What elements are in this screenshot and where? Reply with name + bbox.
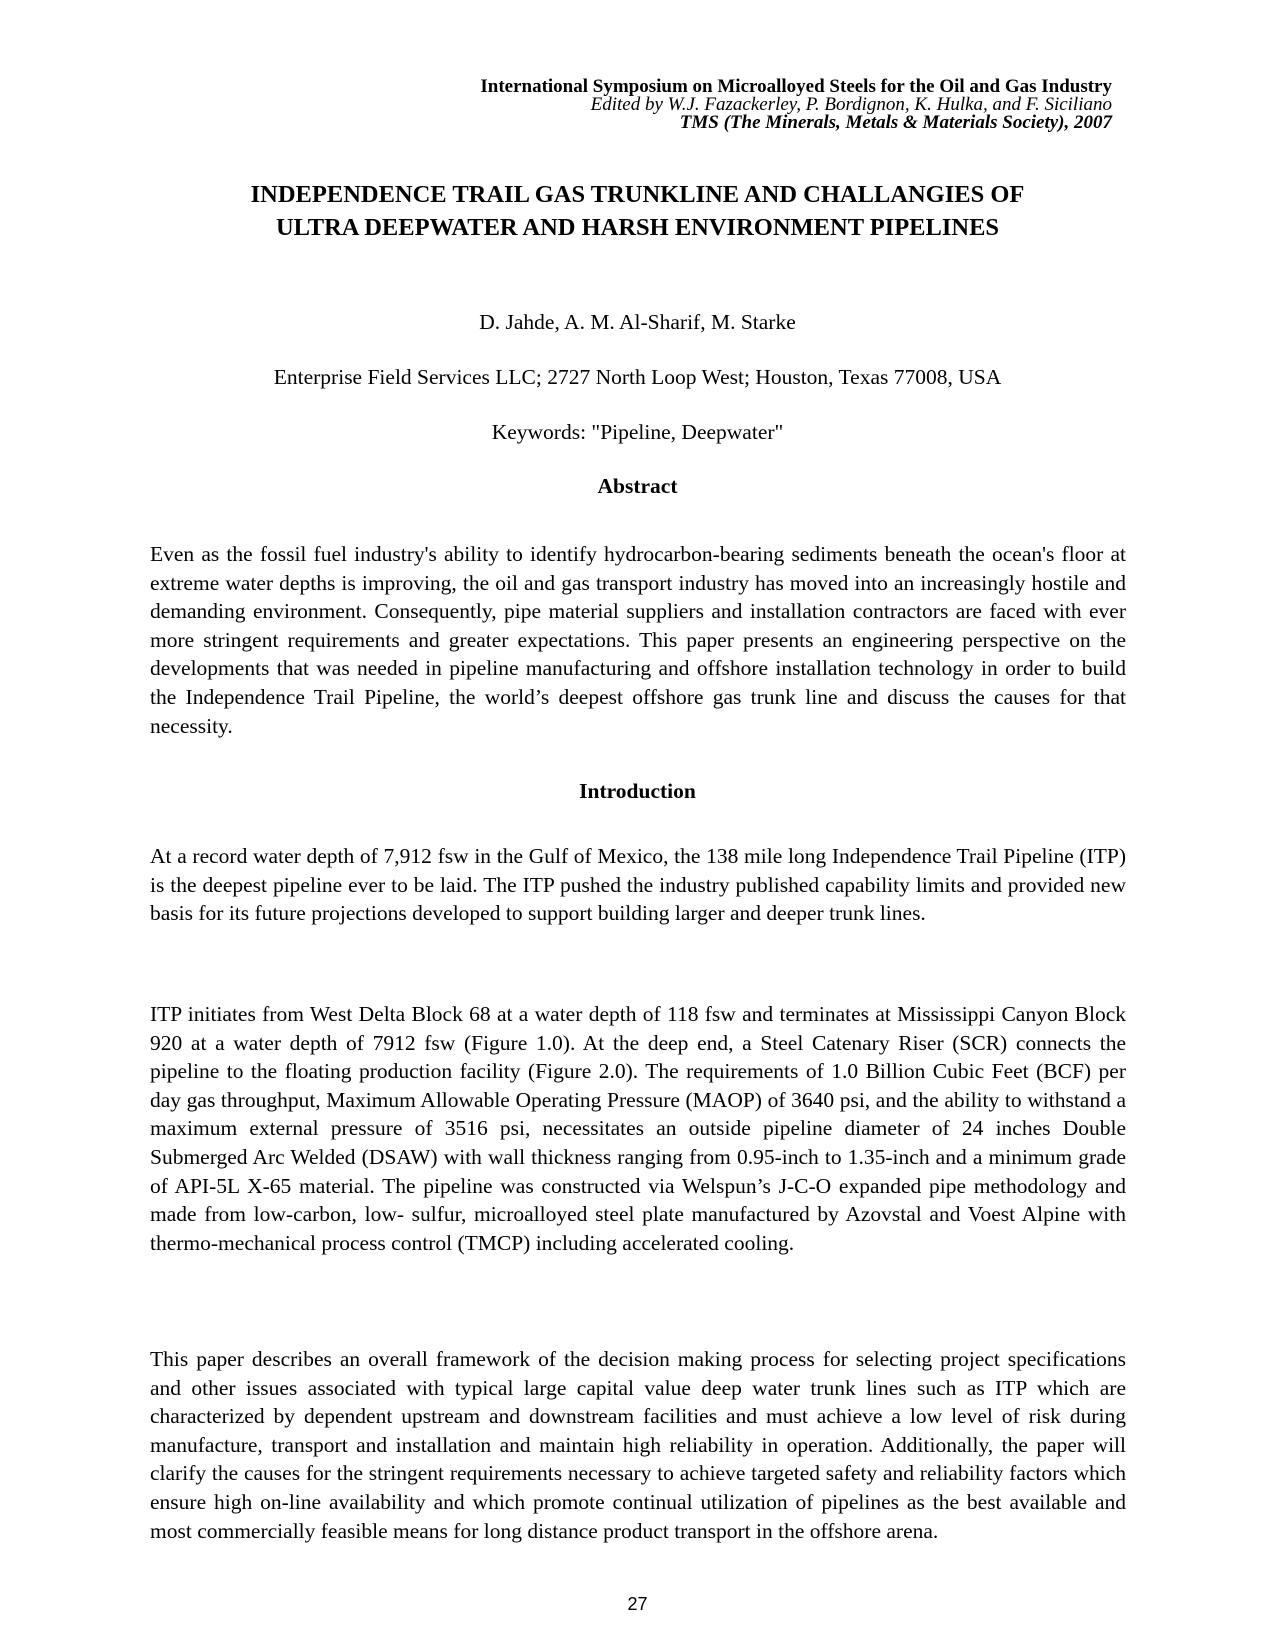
authors: D. Jahde, A. M. Al-Sharif, M. Starke bbox=[479, 310, 796, 334]
introduction-paragraph-3: This paper describes an overall framework of the decision making process for selecting project specifications and other issues associated with typical large capital value deep water trunk lines such as ITP which are characterized by dependent upstream and downstream facilities and must achieve a low level of risk during manufacture, transport and installation and maintain high reliability in operation. Additionally, the paper will clarify the causes for the stringent requirements necessary to achieve targeted safety and reliability factors which ensure high on-line availability and which promote continual utilization of pipelines as the best available and most commercially feasible means for long distance product transport in the offshore arena. bbox=[150, 1347, 1126, 1543]
keywords: Keywords: "Pipeline, Deepwater" bbox=[491, 420, 784, 444]
conference-header bbox=[480, 78, 1112, 132]
conference-name: International Symposium on Microalloyed Steels for the Oil and Gas Industry bbox=[480, 76, 1112, 97]
title-line-2: ULTRA DEEPWATER AND HARSH ENVIRONMENT PIPELINES bbox=[275, 214, 1000, 241]
introduction-heading: Introduction bbox=[579, 779, 696, 803]
abstract-heading: Abstract bbox=[597, 474, 678, 498]
paper-title bbox=[120, 178, 1155, 244]
publisher-line: TMS (The Minerals, Metals & Materials Society), 2007 bbox=[679, 112, 1112, 133]
affiliation: Enterprise Field Services LLC; 2727 North Loop West; Houston, Texas 77008, USA bbox=[273, 365, 1002, 389]
abstract-text: Even as the fossil fuel industry's ability to identify hydrocarbon-bearing sediments beneath the ocean's floor at extreme water depths is improving, the oil and gas transport industry has moved into an increasingly hostile and demanding environment. Consequently, pipe material suppliers and installation contractors are faced with ever more stringent requirements and greater expectations. This paper presents an engineering perspective on the developments that was needed in pipeline manufacturing and offshore installation technology in order to build the Independence Trail Pipeline, the world’s deepest offshore gas trunk line and discuss the causes for that necessity. bbox=[150, 542, 1126, 738]
title-line-1: INDEPENDENCE TRAIL GAS TRUNKLINE AND CHALLANGIES OF bbox=[250, 181, 1025, 208]
introduction-paragraph-2: ITP initiates from West Delta Block 68 at a water depth of 118 fsw and terminates at Mississippi Canyon Block 920 at a water depth of 7912 fsw (Figure 1.0). At the deep end, a Steel Catenary Riser (SCR) connects the pipeline to the floating production facility (Figure 2.0). The requirements of 1.0 Billion Cubic Feet (BCF) per day gas throughput, Maximum Allowable Operating Pressure (MAOP) of 3640 psi, and the ability to withstand a maximum external pressure of 3516 psi, necessitates an outside pipeline diameter of 24 inches Double Submerged Arc Welded (DSAW) with wall thickness ranging from 0.95-inch to 1.35-inch and a minimum grade of API-5L X-65 material. The pipeline was constructed via Welspun’s J-C-O expanded pipe methodology and made from low-carbon, low- sulfur, microalloyed steel plate manufactured by Azovstal and Voest Alpine with thermo-mechanical process control (TMCP) including accelerated cooling. bbox=[150, 1002, 1126, 1255]
introduction-paragraph-1: At a record water depth of 7,912 fsw in the Gulf of Mexico, the 138 mile long Independence Trail Pipeline (ITP) is the deepest pipeline ever to be laid. The ITP pushed the industry published capability limits and provided new basis for its future projections developed to support building larger and deeper trunk lines. bbox=[150, 844, 1126, 926]
page-number: 27 bbox=[627, 1594, 648, 1614]
editors-line: Edited by W.J. Fazackerley, P. Bordignon, K. Hulka, and F. Siciliano bbox=[590, 94, 1112, 115]
